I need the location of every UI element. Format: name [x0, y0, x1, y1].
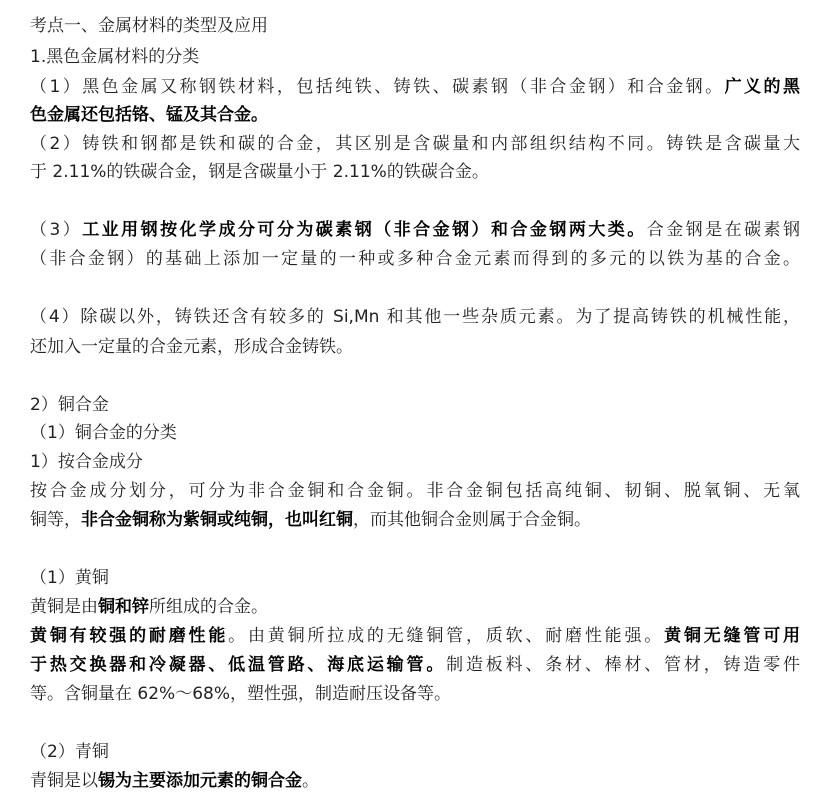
paragraph-2-line-2 — [30, 161, 800, 183]
bold-text-run: 黄铜无缝管可用 — [664, 626, 800, 646]
subsection-heading-ferrous — [30, 46, 800, 68]
bold-text-run: 色金属还包括铬、锰及其合金。 — [30, 105, 268, 125]
section-title-text: 考点一、金属材料的类型及应用 — [30, 16, 268, 36]
text-run: 铜等， — [30, 510, 81, 530]
text-run: （1）黑色金属又称钢铁材料，包括纯铁、铸铁、碳素钢（非合金钢）和合金钢。 — [30, 77, 725, 97]
text-run: 合金钢是在碳素钢 — [646, 220, 800, 240]
paragraph-3-line-2 — [30, 248, 800, 270]
bronze-line-1 — [30, 770, 800, 792]
subsection-heading-copper — [30, 394, 800, 416]
bold-text-run: 非合金铜称为紫铜或纯铜，也叫红铜 — [81, 510, 353, 530]
text-run: ，而其他铜合金则属于合金铜。 — [353, 510, 591, 530]
text-run: 按合金成分划分，可分为非合金铜和合金铜。非合金铜包括高纯铜、韧铜、脱氧铜、无氧 — [30, 481, 800, 501]
heading-text: （1）铜合金的分类 — [30, 423, 177, 443]
bold-text-run: 工业用钢按化学成分可分为碳素钢（非合金钢）和合金钢两大类。 — [82, 220, 647, 240]
bold-text-run: 于热交换器和冷凝器、低温管路、海底运输管。 — [30, 655, 447, 675]
text-run: 等。含铜量在 62%～68%，塑性强，制造耐压设备等。 — [30, 684, 451, 704]
text-run: （非合金钢）的基础上添加一定量的一种或多种合金元素而得到的多元的以铁为基的合金。 — [30, 249, 800, 269]
text-run: （4）除碳以外，铸铁还含有较多的 Si,Mn 和其他一些杂质元素。为了提高铸铁的机械性能， — [30, 307, 800, 327]
brass-line-1 — [30, 596, 800, 618]
brass-line-4 — [30, 683, 800, 705]
text-run: 还加入一定量的合金元素，形成合金铸铁。 — [30, 337, 353, 357]
text-run: 黄铜是由 — [30, 597, 98, 617]
heading-text: 1）按合金成分 — [30, 452, 143, 472]
bold-text-run: 锡为主要添加元素的铜合金 — [98, 771, 302, 791]
text-run: 。 — [302, 771, 319, 791]
bold-text-run: 黄铜有较强的耐磨性能 — [30, 626, 229, 646]
paragraph-3-line-1 — [30, 219, 800, 241]
text-run: 制造板料、条材、棒材、管材，铸造零件 — [446, 655, 800, 675]
copper-classification-heading — [30, 422, 800, 444]
heading-text: 2）铜合金 — [30, 395, 109, 415]
text-run: （3） — [30, 220, 83, 240]
brass-heading — [30, 567, 800, 589]
heading-text: 1.黑色金属材料的分类 — [30, 47, 200, 67]
brass-line-2 — [30, 625, 800, 647]
text-run: 青铜是以 — [30, 771, 98, 791]
text-run: （2）铸铁和钢都是铁和碳的合金，其区别是含碳量和内部组织结构不同。铸铁是含碳量大 — [30, 134, 800, 154]
text-run: 于 2.11%的铁碳合金，钢是含碳量小于 2.11%的铁碳合金。 — [30, 162, 489, 182]
heading-text: （1）黄铜 — [30, 568, 109, 588]
paragraph-4-line-1 — [30, 306, 800, 328]
bronze-heading — [30, 741, 800, 763]
paragraph-5-line-1 — [30, 480, 800, 502]
by-composition-heading — [30, 451, 800, 473]
paragraph-1-line-1 — [30, 76, 800, 98]
paragraph-4-line-2 — [30, 336, 800, 358]
paragraph-1-line-2 — [30, 104, 800, 126]
brass-line-3 — [30, 654, 800, 676]
paragraph-5-line-2 — [30, 509, 800, 531]
bold-text-run: 铜和锌 — [98, 597, 149, 617]
section-title — [30, 15, 800, 37]
heading-text: （2）青铜 — [30, 742, 109, 762]
text-run: 所组成的合金。 — [149, 597, 268, 617]
bold-text-run: 广义的黑 — [724, 77, 800, 97]
paragraph-2-line-1 — [30, 133, 800, 155]
text-run: 。由黄铜所拉成的无缝铜管，质软、耐磨性能强。 — [228, 626, 665, 646]
